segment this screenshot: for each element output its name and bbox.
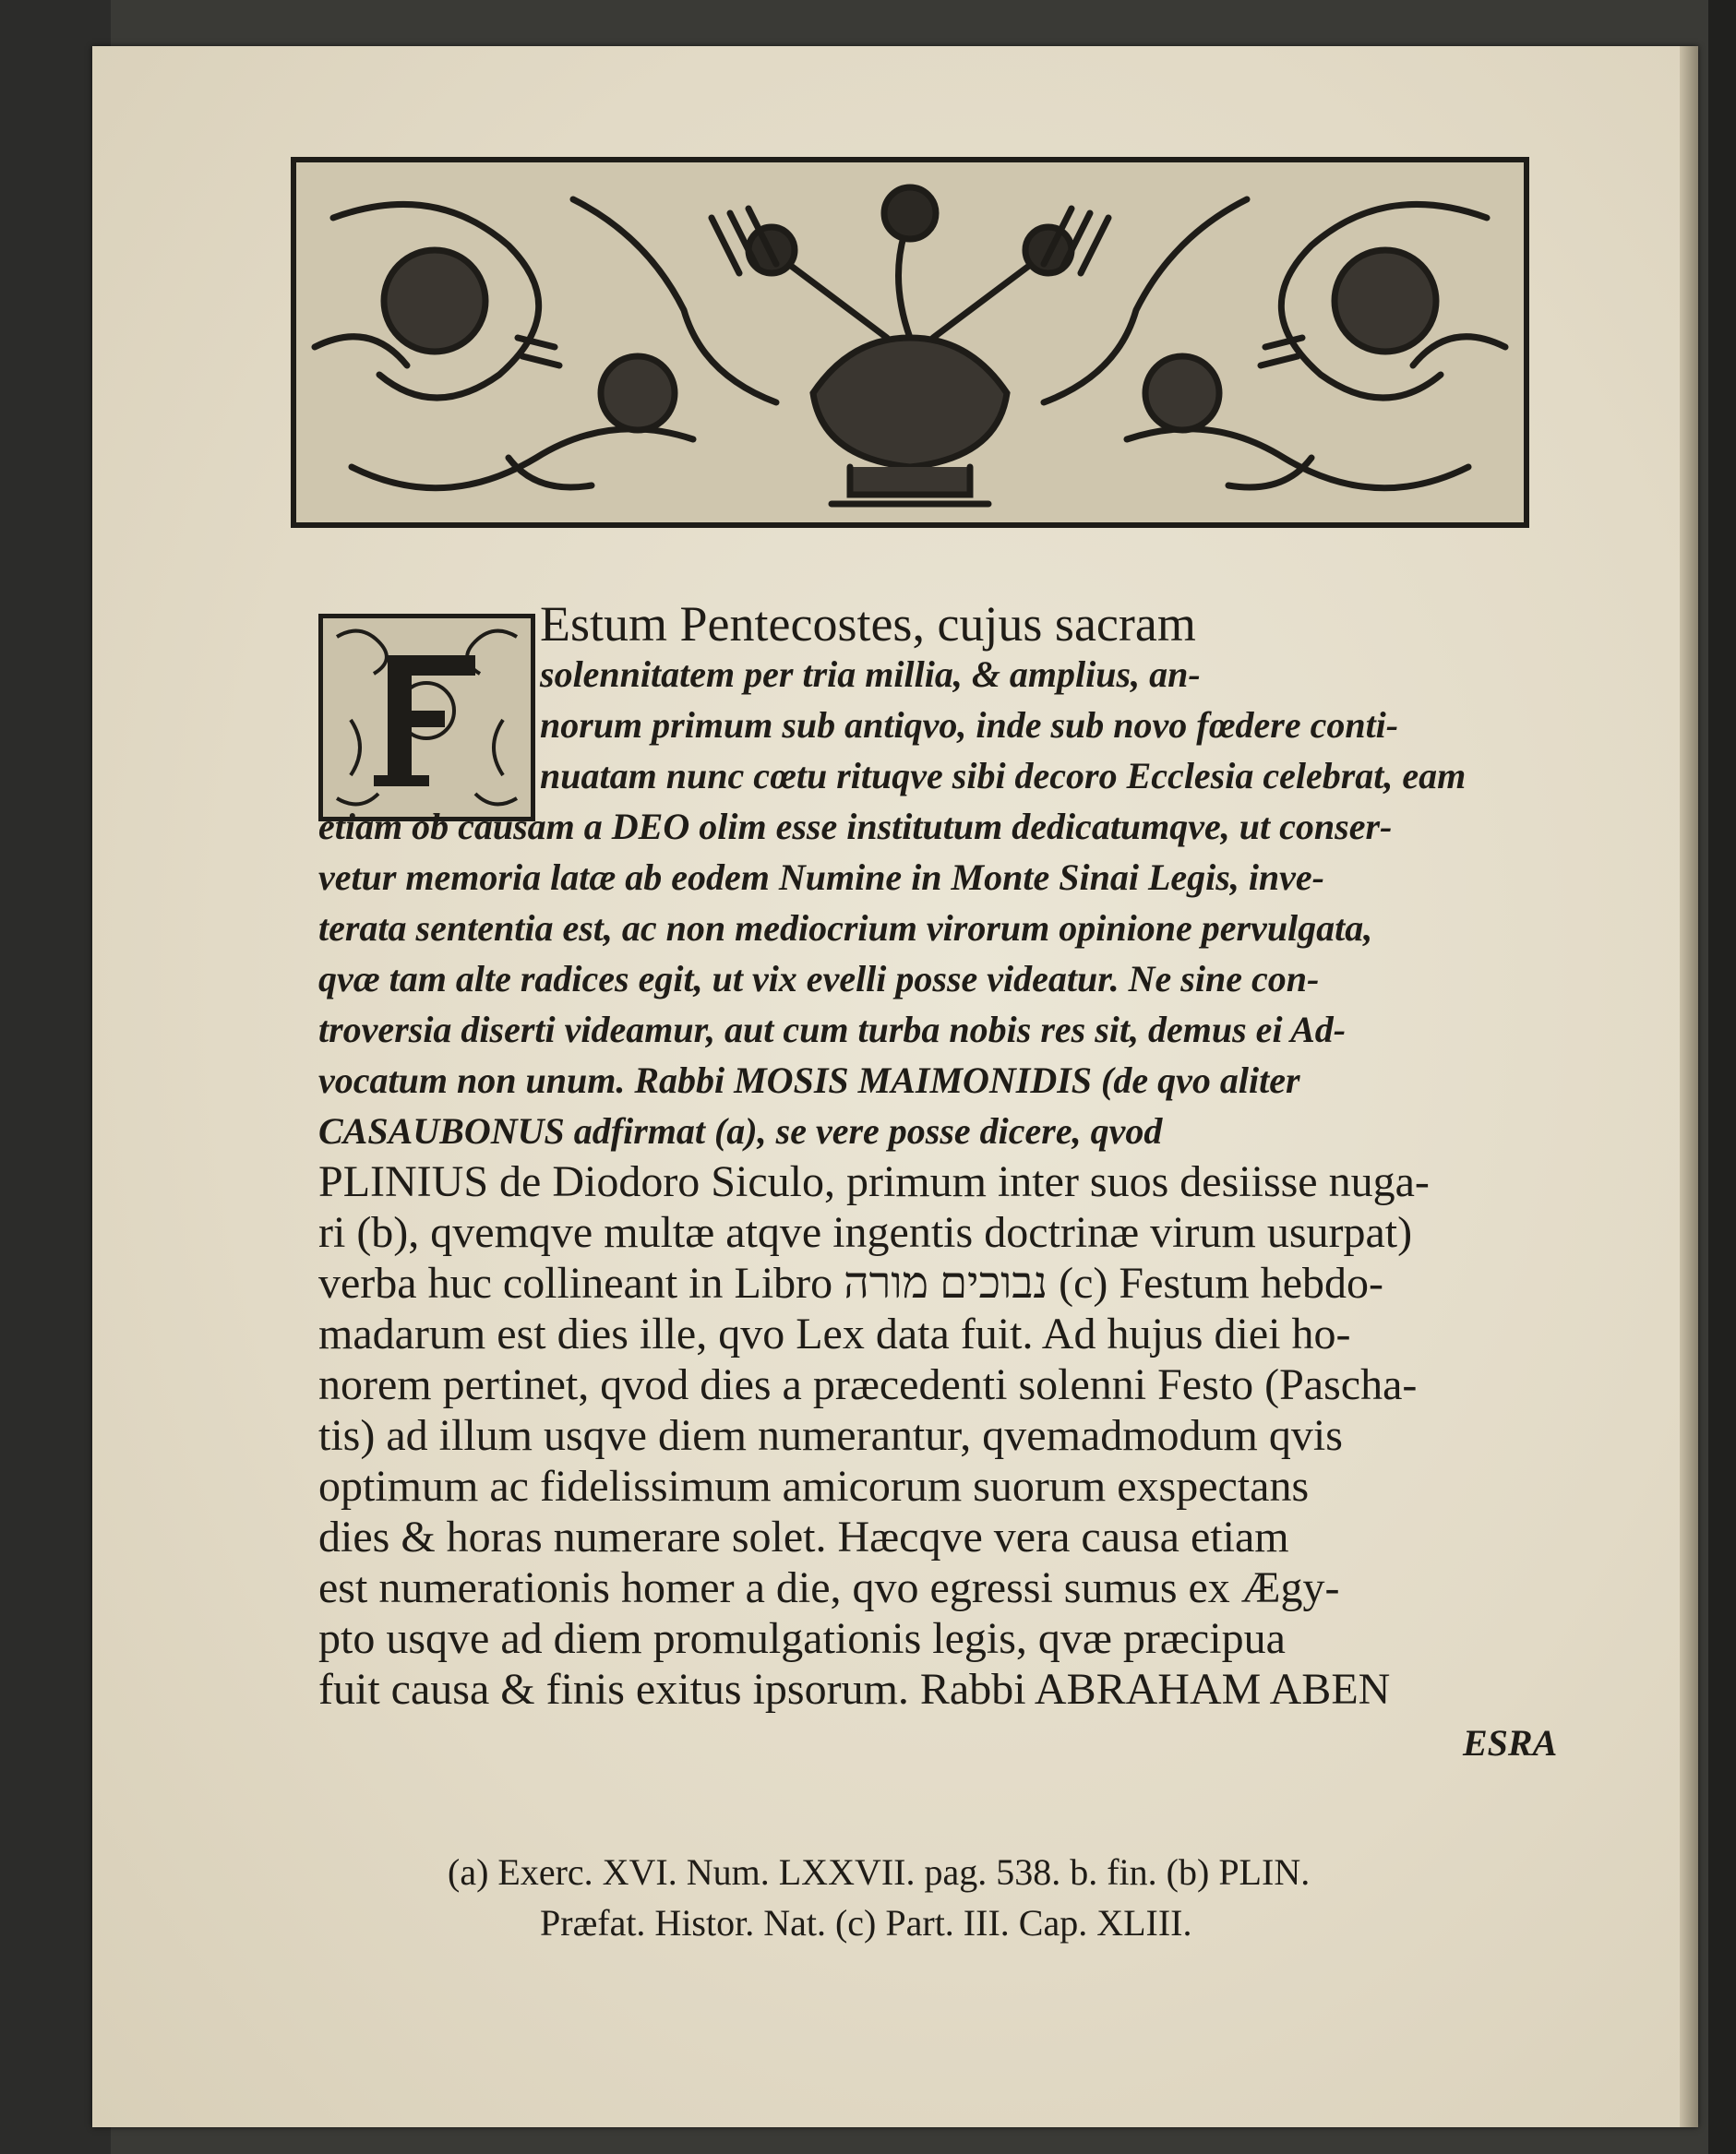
text-line-11: CASAUBONUS adfirmat (a), se vere posse dicere, qvod (318, 1110, 1163, 1152)
text-line-9: troversia diserti videamur, aut cum turba nobis res sit, demus ei Ad- (318, 1009, 1347, 1050)
text-line-20: est numerationis homer a die, qvo egressi sumus ex Ægy- (318, 1563, 1340, 1612)
text-line-13: ri (b), qvemqve multæ atqve ingentis doctrinæ virum usurpat) (318, 1208, 1413, 1257)
text-line-2: solennitatem per tria millia, & amplius, an- (540, 653, 1201, 695)
page-gutter-shadow (1680, 46, 1698, 2127)
text-line-17: tis) ad illum usqve diem numerantur, qvemadmodum qvis (318, 1411, 1343, 1460)
catchword: ESRA (1463, 1722, 1558, 1764)
decorated-initial-F (318, 614, 535, 821)
text-line-8: qvæ tam alte radices egit, ut vix evelli posse videatur. Ne sine con- (318, 958, 1320, 999)
text-line-6: vetur memoria latæ ab eodem Numine in Monte Sinai Legis, inve- (318, 856, 1324, 898)
footnote-line-1: (a) Exerc. XVI. Num. LXXVII. pag. 538. b. fin. (b) PLIN. (448, 1851, 1311, 1893)
text-line-7: terata sententia est, ac non mediocrium virorum opinione pervulgata, (318, 907, 1373, 949)
text-line-22: fuit causa & finis exitus ipsorum. Rabbi ABRAHAM ABEN (318, 1665, 1391, 1714)
scan-background-right (1708, 0, 1736, 2154)
text-line-1: Estum Pentecostes, cujus sacram (540, 596, 1196, 652)
text-line-21: pto usqve ad diem promulgationis legis, qvæ præcipua (318, 1614, 1286, 1663)
text-line-12: PLINIUS de Diodoro Siculo, primum inter suos desiisse nuga- (318, 1157, 1430, 1206)
text-line-15: madarum est dies ille, qvo Lex data fuit. Ad hujus diei ho- (318, 1310, 1351, 1358)
text-line-3: norum primum sub antiqvo, inde sub novo fœdere conti- (540, 704, 1399, 746)
text-line-4: nuatam nunc cœtu rituqve sibi decoro Ecclesia celebrat, eam (540, 755, 1467, 796)
text-line-19: dies & horas numerare solet. Hæcqve vera causa etiam (318, 1513, 1289, 1562)
text-line-16: norem pertinet, qvod dies a præcedenti solenni Festo (Pascha- (318, 1360, 1418, 1409)
text-line-5: etiam ob causam a DEO olim esse institutum dedicatumqve, ut conser- (318, 806, 1393, 847)
text-line-14: verba huc collineant in Libro נבוכים מורה (c) Festum hebdo- (318, 1259, 1384, 1308)
text-line-10: vocatum non unum. Rabbi MOSIS MAIMONIDIS (de qvo aliter (318, 1059, 1300, 1101)
footnote-line-2: Præfat. Histor. Nat. (c) Part. III. Cap. XLIII. (540, 1902, 1192, 1944)
floral-headpiece-ornament (291, 157, 1529, 528)
text-line-18: optimum ac fidelissimum amicorum suorum exspectans (318, 1462, 1310, 1511)
